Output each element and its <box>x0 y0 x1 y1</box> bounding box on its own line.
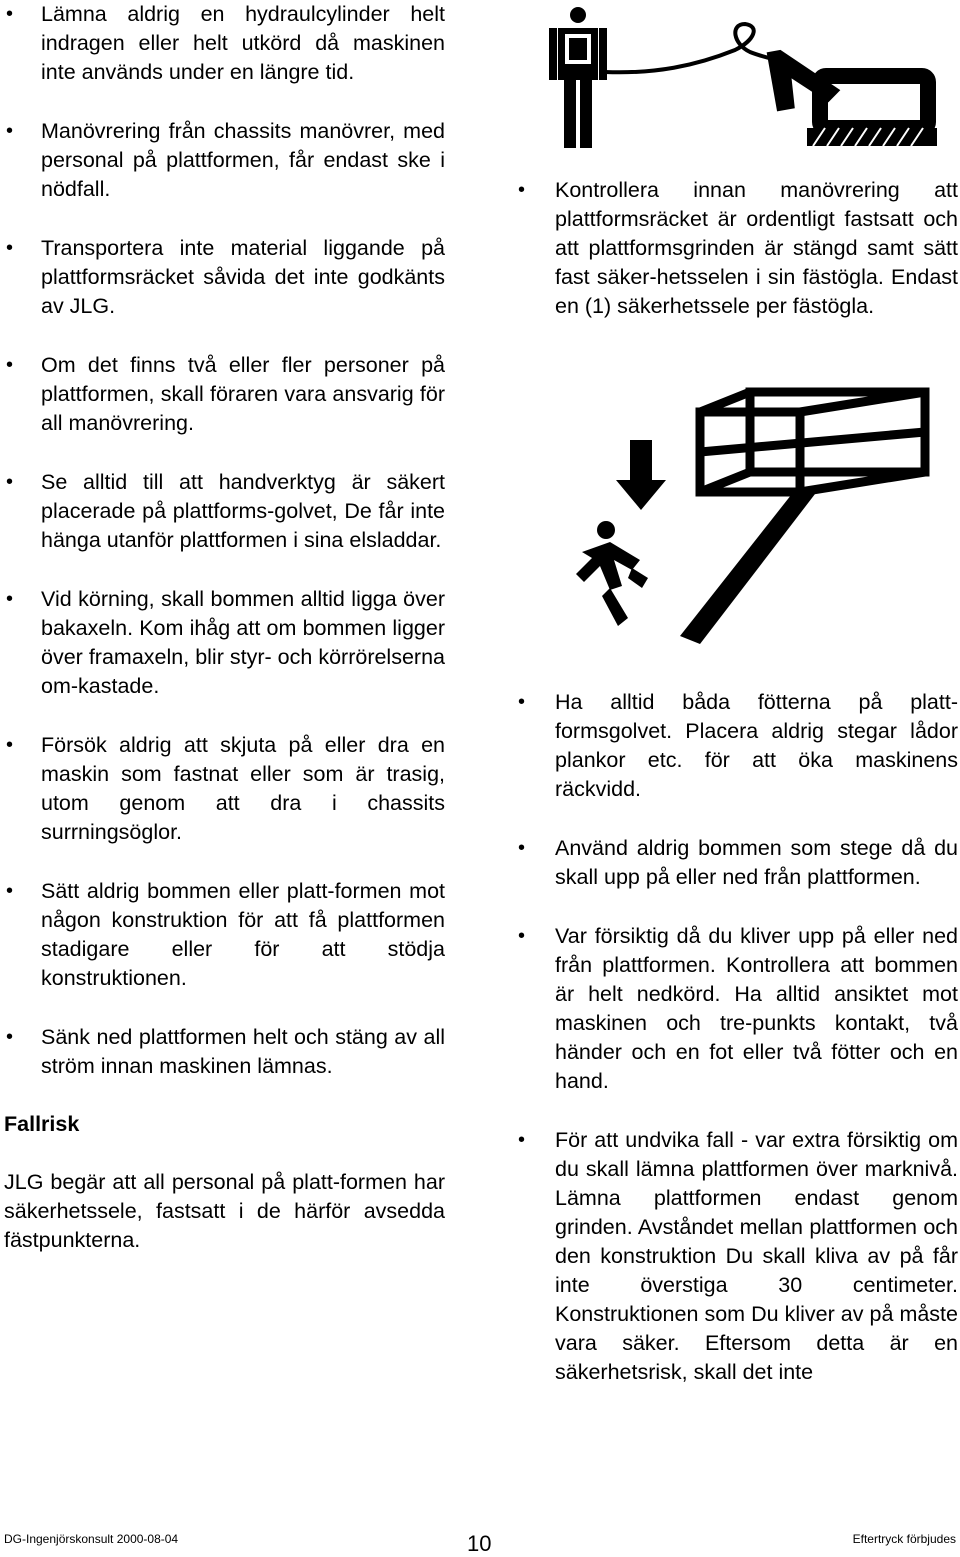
right-column-bottom <box>510 688 958 1387</box>
list-item: • Ha alltid båda fötterna på platt-formsgolvet. Placera aldrig stegar lådor plankor etc. för att öka maskinens räckvidd. <box>510 688 958 804</box>
section-text: JLG begär att all personal på platt-formen har säkerhetssele, fastsatt i de härför avsedda fästpunkterna. <box>4 1170 445 1252</box>
list-item: • Manövrering från chassits manövrer, med personal på plattformen, får endast ske i nödfall. <box>0 117 445 204</box>
falling-person-platform-icon <box>570 382 940 652</box>
page-number: 10 <box>467 1531 492 1556</box>
list-item: • Kontrollera innan manövrering att plattformsräcket är ordentligt fastsatt och att plattformsgrinden är stängd samt sätt fast säker-hetsselen i sin fästögla. Endast en (1) säkerhetssele per fästögla. <box>510 176 958 321</box>
list-item: • Sänk ned plattformen helt och stäng av all ström innan maskinen lämnas. <box>0 1023 445 1081</box>
list-item: • Transportera inte material liggande på plattformsräcket såvida det inte godkänts av JLG. <box>0 234 445 321</box>
footer-right: Eftertryck förbjudes <box>852 1532 956 1546</box>
list-item: • Vid körning, skall bommen alltid ligga över bakaxeln. Kom ihåg att om bommen ligger över framaxeln, blir styr- och körrörelserna om-kastade. <box>0 585 445 701</box>
list-item: • Om det finns två eller fler personer på plattformen, skall föraren vara ansvarig för all manövrering. <box>0 351 445 438</box>
left-column <box>0 0 445 1255</box>
list-item: • Se alltid till att handverktyg är säkert placerade på plattforms-golvet, De får inte hänga utanför plattformen i sina elsladdar. <box>0 468 445 555</box>
list-item: • För att undvika fall - var extra försiktig om du skall lämna plattformen över marknivå. Lämna plattformen endast genom grinden. Avståndet mellan plattformen och den konstruktion Du skall kliva av på får inte överstiga 30 centimeter. Konstruktionen som Du kliver av på måste vara säker. Eftersom detta är en säkerhetsrisk, skall det inte <box>510 1126 958 1387</box>
list-item: • Använd aldrig bommen som stege då du skall upp på eller ned från plattformen. <box>510 834 958 892</box>
list-item: • Sätt aldrig bommen eller platt-formen mot någon konstruktion för att få plattformen stadigare eller för att stödja konstruktionen. <box>0 877 445 993</box>
list-item: • Lämna aldrig en hydraulcylinder helt indragen eller helt utkörd då maskinen inte används under en längre tid. <box>0 0 445 87</box>
list-item: • Försök aldrig att skjuta på eller dra en maskin som fastnat eller som är trasig, utom genom att dra i chassits surrningsöglor. <box>0 731 445 847</box>
harness-lanyard-anchor-icon <box>545 4 940 150</box>
right-column-top <box>510 176 958 321</box>
section-heading: Fallrisk <box>4 1112 80 1136</box>
footer-left: DG-Ingenjörskonsult 2000-08-04 <box>4 1532 179 1546</box>
list-item: • Var försiktig då du kliver upp på eller ned från plattformen. Kontrollera att bommen är helt nedkörd. Ha alltid ansiktet mot maskinen och tre-punkts kontakt, två händer och en fot eller två fötter och en hand. <box>510 922 958 1096</box>
